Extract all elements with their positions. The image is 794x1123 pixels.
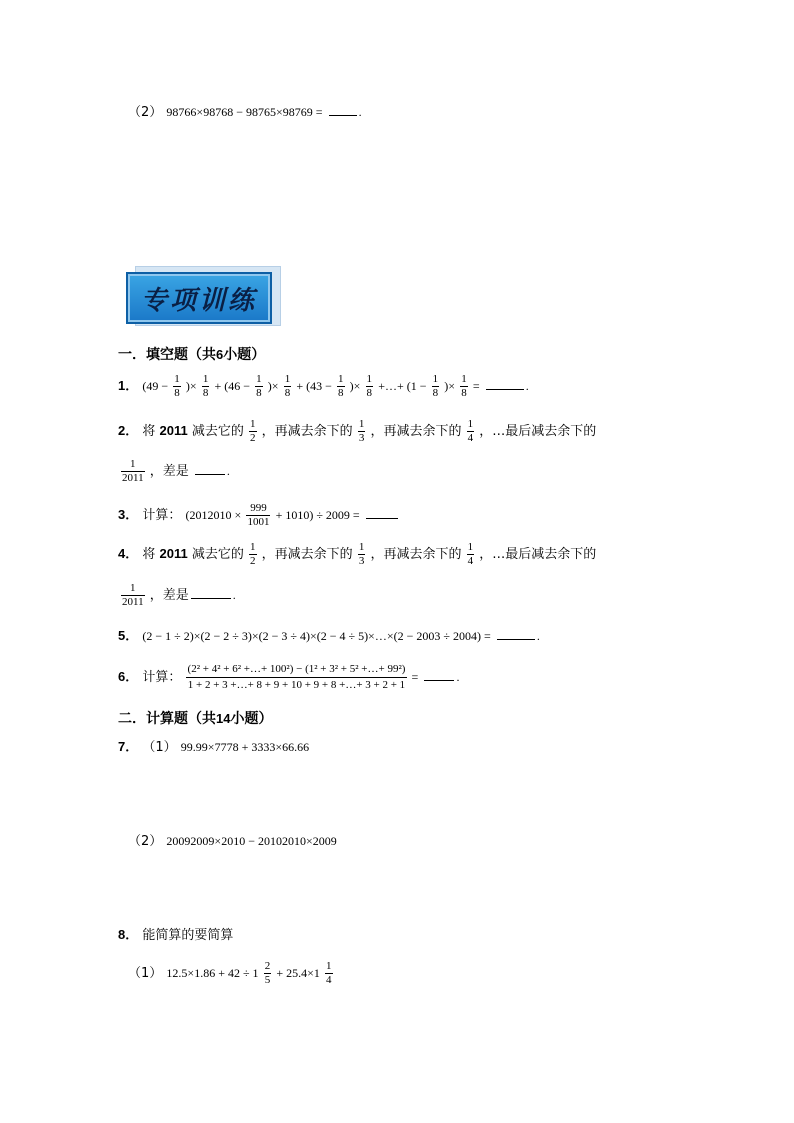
question-6: 6． 计算： $\frac{\text{(2² + 4² + 6² +…+ 100²) − (1² + 3² + 5² +…+ 99²)}}{1 + 2 + 3 +\dots+ 8 + 9 + 10 + 9 + 8 +\dots+ 3 + 2 + 1}$ = . bbox=[118, 663, 460, 691]
expr-part: )× bbox=[267, 379, 279, 393]
question-3 bbox=[118, 502, 400, 529]
fraction: $\frac{999}{1001}$ bbox=[247, 502, 270, 528]
fraction: $\frac{2}{5}$ bbox=[264, 960, 271, 986]
expr-part: 12.5×1.86 + 42 ÷ 1 bbox=[166, 966, 259, 980]
question-number: 4． bbox=[118, 546, 139, 561]
text: 减去它的 bbox=[191, 424, 244, 439]
math-expression: (2 − 1 ÷ 2)×(2 − 2 ÷ 3)×(2 − 3 ÷ 4)×(2 − 4 ÷ 5)×…×(2 − 2003 ÷ 2004) = bbox=[142, 629, 491, 643]
expr-part: (49 − bbox=[142, 379, 169, 393]
answer-blank[interactable] bbox=[329, 103, 357, 116]
number: 2011 bbox=[159, 546, 188, 561]
fraction-quarter: $\frac{1}{4}$ bbox=[467, 418, 474, 444]
fraction-half: $\frac{1}{2}$ bbox=[250, 541, 256, 567]
text: ，再减去余下的 bbox=[370, 547, 462, 562]
question-7-part-2 bbox=[128, 832, 337, 851]
question-number: 2． bbox=[118, 423, 139, 438]
fraction-third: $\frac{1}{3}$ bbox=[358, 418, 365, 444]
text: ，差是 bbox=[149, 588, 189, 603]
math-expression: 20092009×2010 − 20102010×2009 bbox=[166, 834, 337, 848]
text: 能简算的要简算 bbox=[142, 928, 234, 943]
fraction-half: $\frac{1}{2}$ bbox=[250, 418, 256, 444]
text: ，再减去余下的 bbox=[370, 424, 462, 439]
expr-part: = bbox=[472, 379, 480, 393]
answer-blank[interactable] bbox=[497, 627, 535, 640]
section-heading-calculation bbox=[118, 708, 272, 728]
number: 2011 bbox=[159, 423, 188, 438]
question-8-part-1 bbox=[128, 960, 334, 987]
equals-sign: = bbox=[411, 670, 419, 684]
question-5: 5． (2 − 1 ÷ 2)×(2 − 2 ÷ 3)×(2 − 3 ÷ 4)×(2 − 4 ÷ 5)×…×(2 − 2003 ÷ 2004) = . bbox=[118, 628, 540, 643]
question-count: 6 bbox=[216, 347, 224, 362]
math-expression: 98766×98768 − 98765×98769 = bbox=[166, 105, 323, 119]
answer-blank[interactable] bbox=[486, 377, 524, 390]
expr-part: )× bbox=[349, 379, 361, 393]
question-number: 3． bbox=[118, 507, 139, 522]
expr-part: + 25.4×1 bbox=[276, 966, 320, 980]
fraction: $\frac{1}{8}$ bbox=[174, 373, 180, 399]
text: 计算： bbox=[142, 508, 182, 523]
text: 将 bbox=[142, 424, 156, 439]
item-label: （1） bbox=[142, 740, 177, 755]
text: ，再减去余下的 bbox=[261, 547, 353, 562]
big-fraction bbox=[186, 662, 408, 693]
fraction: $\frac{1}{8}$ bbox=[432, 373, 439, 399]
question-count: 14 bbox=[216, 711, 231, 726]
fraction: $\frac{1}{8}$ bbox=[284, 373, 291, 399]
question-number: 7． bbox=[118, 739, 139, 754]
expr-part: + 1010) ÷ 2009 = bbox=[275, 508, 360, 522]
expr-part: (2012010 × bbox=[185, 508, 242, 522]
fraction-third: $\frac{1}{3}$ bbox=[358, 541, 365, 567]
section-title: 二．计算题（共 bbox=[118, 711, 216, 727]
item-label: （2） bbox=[128, 105, 163, 120]
expr-part: + (46 − bbox=[214, 379, 250, 393]
answer-blank[interactable] bbox=[424, 668, 454, 681]
item-label: （2） bbox=[128, 834, 163, 849]
fraction-numerator: (2² + 4² + 6² +…+ 100²) − (1² + 3² + 5² +…+ 99²) bbox=[186, 662, 408, 678]
question-1: 1． (49 − $\frac{1}{8}$ )× $\frac{1}{8}$ + (46 − $\frac{1}{8}$ )× $\frac{1}{8}$ + (43 − $\frac{1}{8}$ )× $\frac{1}{8}$ +…+ (1 − $\frac{1}{8}$ )× $\frac{1}{8}$ = . bbox=[118, 373, 529, 399]
question-number: 5． bbox=[118, 628, 139, 643]
problem-2-line: （2） 98766×98768 − 98765×98769 = . bbox=[128, 105, 362, 120]
text: ，差是 bbox=[149, 464, 189, 479]
text: 减去它的 bbox=[191, 547, 244, 562]
math-expression: 99.99×7778 + 3333×66.66 bbox=[180, 740, 310, 754]
fraction: $\frac{1}{4}$ bbox=[326, 960, 332, 986]
text: ，…最后减去余下的 bbox=[479, 547, 597, 562]
answer-blank[interactable] bbox=[366, 506, 398, 519]
question-2 bbox=[118, 418, 596, 445]
question-2-cont: $\frac{1}{2011}$ ，差是 . bbox=[122, 458, 230, 484]
fraction-last: $\frac{1}{2011}$ bbox=[122, 582, 144, 608]
text: ，…最后减去余下的 bbox=[479, 424, 597, 439]
question-4 bbox=[118, 541, 596, 568]
fraction-denominator: 1 + 2 + 3 +…+ 8 + 9 + 10 + 9 + 8 +…+ 3 + 2 + 1 bbox=[187, 679, 406, 691]
fraction: $\frac{1}{8}$ bbox=[338, 373, 344, 399]
fraction-last: $\frac{1}{2011}$ bbox=[122, 458, 144, 484]
section-banner bbox=[126, 272, 272, 324]
section-heading-fill-in bbox=[118, 344, 265, 364]
question-4-cont: $\frac{1}{2011}$ ，差是 . bbox=[122, 582, 236, 608]
question-number: 6． bbox=[118, 669, 139, 684]
question-number: 1． bbox=[118, 378, 139, 393]
answer-blank[interactable] bbox=[191, 586, 231, 599]
fraction-quarter: $\frac{1}{4}$ bbox=[467, 541, 474, 567]
banner-title: 专项训练 bbox=[140, 285, 257, 316]
text: 计算： bbox=[142, 670, 182, 685]
item-label: （1） bbox=[128, 966, 163, 981]
expr-part: + (43 − bbox=[296, 379, 332, 393]
fraction: $\frac{1}{8}$ bbox=[366, 373, 373, 399]
section-title-end: 小题） bbox=[230, 711, 273, 727]
text: 将 bbox=[142, 547, 156, 562]
fraction: $\frac{1}{8}$ bbox=[202, 373, 209, 399]
question-8 bbox=[118, 926, 233, 945]
question-number: 8． bbox=[118, 927, 139, 942]
expr-part: +…+ (1 − bbox=[378, 379, 427, 393]
fraction: $\frac{1}{8}$ bbox=[256, 373, 262, 399]
expr-part: )× bbox=[444, 379, 456, 393]
question-7 bbox=[118, 738, 309, 757]
fraction: $\frac{1}{8}$ bbox=[461, 373, 467, 399]
expr-part: )× bbox=[185, 379, 197, 393]
section-title-end: 小题） bbox=[223, 347, 266, 363]
text: ，再减去余下的 bbox=[261, 424, 353, 439]
section-title: 一．填空题（共 bbox=[118, 347, 216, 363]
answer-blank[interactable] bbox=[195, 462, 225, 475]
